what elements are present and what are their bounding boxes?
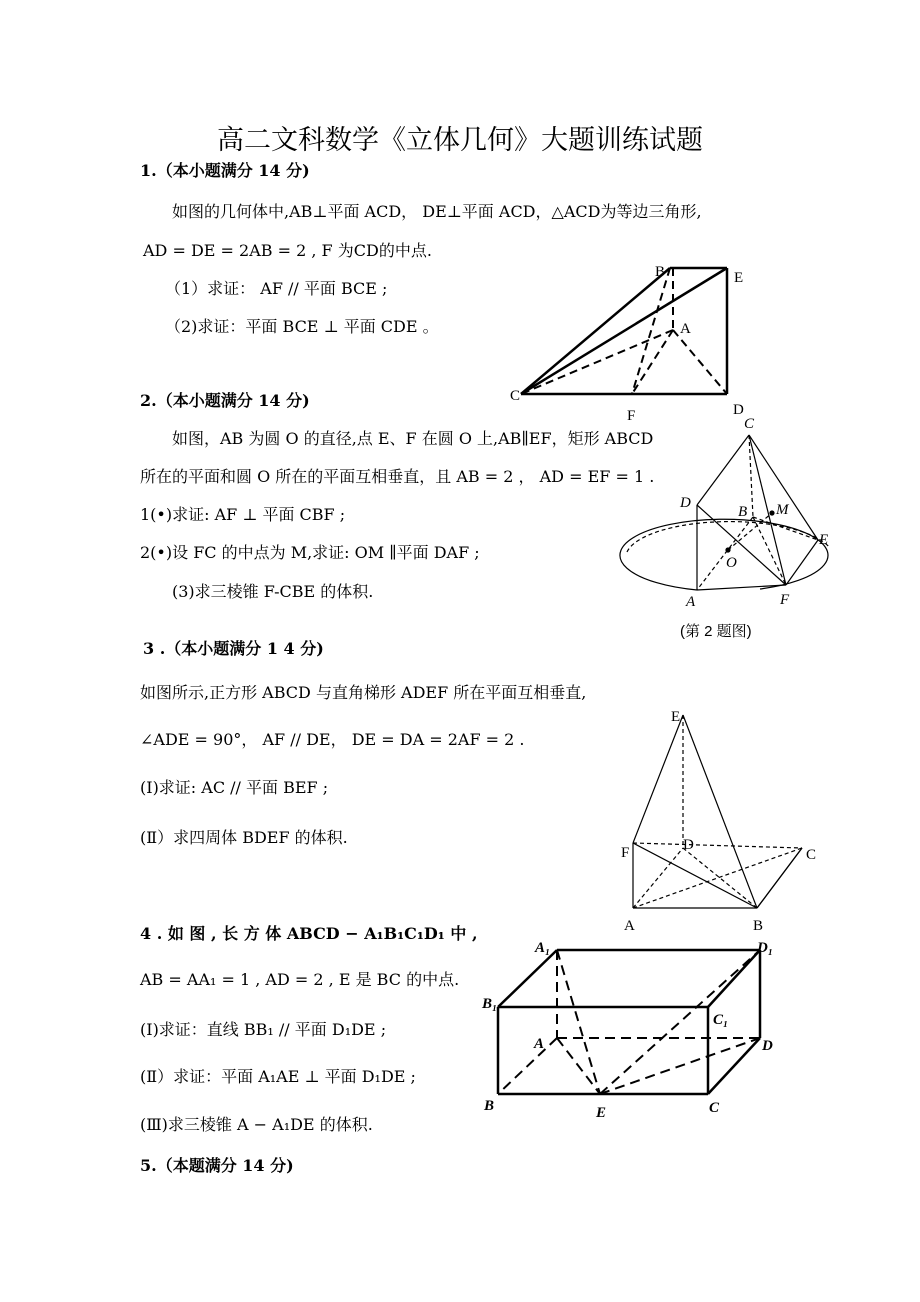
q3-text-line1: 如图所示,正方形 ABCD 与直角梯形 ADEF 所在平面互相垂直, bbox=[140, 683, 587, 702]
figure-q1 bbox=[521, 268, 727, 394]
q1-heading: 1.（本小题满分 14 分) bbox=[140, 161, 310, 180]
fig3-label-e: E bbox=[671, 709, 681, 725]
fig2-label-f: F bbox=[780, 592, 790, 608]
fig1-label-a: A bbox=[680, 321, 691, 337]
q2-text-line2: 所在的平面和圆 O 所在的平面互相垂直，且 AB = 2 ， AD = EF = 1 . bbox=[140, 467, 655, 486]
q4-part1: (Ⅰ)求证：直线 BB₁ // 平面 D₁DE ; bbox=[140, 1020, 387, 1039]
q2-text-line1: 如图，AB 为圆 O 的直径,点 E、F 在圆 O 上,AB∥EF，矩形 ABCD bbox=[172, 429, 654, 448]
fig3-label-f: F bbox=[621, 845, 630, 861]
fig2-label-d: D bbox=[680, 495, 691, 511]
fig1-label-f: F bbox=[627, 408, 636, 424]
q2-part2: 2(•)设 FC 的中点为 M,求证: OM ∥平面 DAF ; bbox=[140, 543, 480, 562]
q2-heading: 2.（本小题满分 14 分) bbox=[140, 391, 310, 410]
q1-text-line1: 如图的几何体中,AB⊥平面 ACD， DE⊥平面 ACD，△ACD为等边三角形, bbox=[172, 202, 702, 221]
q4-text-line1: AB = AA₁ = 1 , AD = 2 , E 是 BC 的中点. bbox=[140, 970, 460, 989]
q2-part1: 1(•)求证: AF ⊥ 平面 CBF ; bbox=[140, 505, 346, 524]
fig4-label-e: E bbox=[596, 1105, 607, 1121]
fig1-label-e: E bbox=[734, 270, 744, 286]
fig1-label-c: C bbox=[510, 388, 521, 404]
fig2-label-c: C bbox=[744, 416, 755, 432]
fig2-label-m: M bbox=[776, 502, 789, 518]
q3-part2: (Ⅱ）求四周体 BDEF 的体积. bbox=[140, 828, 348, 847]
fig2-label-b: B bbox=[738, 504, 748, 520]
q4-part2: (Ⅱ）求证：平面 A₁AE ⊥ 平面 D₁DE ; bbox=[140, 1067, 416, 1086]
figure-q3 bbox=[633, 715, 802, 908]
q2-figure-caption: (第 2 题图) bbox=[680, 623, 752, 640]
q3-heading: 3 .（本小题满分 1 4 分) bbox=[143, 639, 324, 658]
q1-text-line2: AD = DE = 2AB = 2 , F 为CD的中点. bbox=[143, 241, 432, 260]
fig4-label-d: D bbox=[762, 1038, 773, 1054]
fig2-label-a: A bbox=[686, 594, 696, 610]
fig4-label-a1: A₁ bbox=[535, 940, 551, 956]
fig1-label-b: B bbox=[655, 264, 666, 280]
q5-heading: 5.（本题满分 14 分) bbox=[140, 1156, 294, 1175]
q1-part2: （2)求证：平面 BCE ⊥ 平面 CDE 。 bbox=[165, 317, 439, 336]
fig4-label-c1: C₁ bbox=[713, 1012, 729, 1028]
fig4-label-b1: B₁ bbox=[482, 996, 498, 1012]
fig4-label-b: B bbox=[484, 1098, 495, 1114]
q4-heading: 4 . 如 图 , 长 方 体 ABCD − A₁B₁C₁D₁ 中 , bbox=[140, 924, 478, 943]
q3-text-line2: ∠ADE = 90°， AF // DE， DE = DA = 2AF = 2 . bbox=[140, 730, 525, 749]
fig2-label-e: E bbox=[819, 532, 829, 548]
fig3-label-d: D bbox=[683, 837, 694, 853]
fig4-label-d1: D₁ bbox=[757, 940, 774, 956]
fig4-label-c: C bbox=[709, 1100, 720, 1116]
page-title: 高二文科数学《立体几何》大题训练试题 bbox=[217, 125, 703, 156]
figure-q2 bbox=[620, 435, 830, 590]
q2-part3: (3)求三棱锥 F-CBE 的体积. bbox=[172, 582, 374, 601]
fig4-label-a: A bbox=[534, 1036, 545, 1052]
q4-part3: (Ⅲ)求三棱锥 A − A₁DE 的体积. bbox=[140, 1115, 373, 1134]
q1-part1: （1）求证： AF // 平面 BCE ; bbox=[165, 279, 388, 298]
fig3-label-b: B bbox=[753, 918, 764, 934]
fig3-label-a: A bbox=[624, 918, 635, 934]
fig2-label-o: O bbox=[726, 555, 737, 571]
fig3-label-c: C bbox=[806, 847, 817, 863]
fig1-label-d: D bbox=[733, 402, 744, 418]
q3-part1: (I)求证: AC // 平面 BEF ; bbox=[140, 778, 329, 797]
